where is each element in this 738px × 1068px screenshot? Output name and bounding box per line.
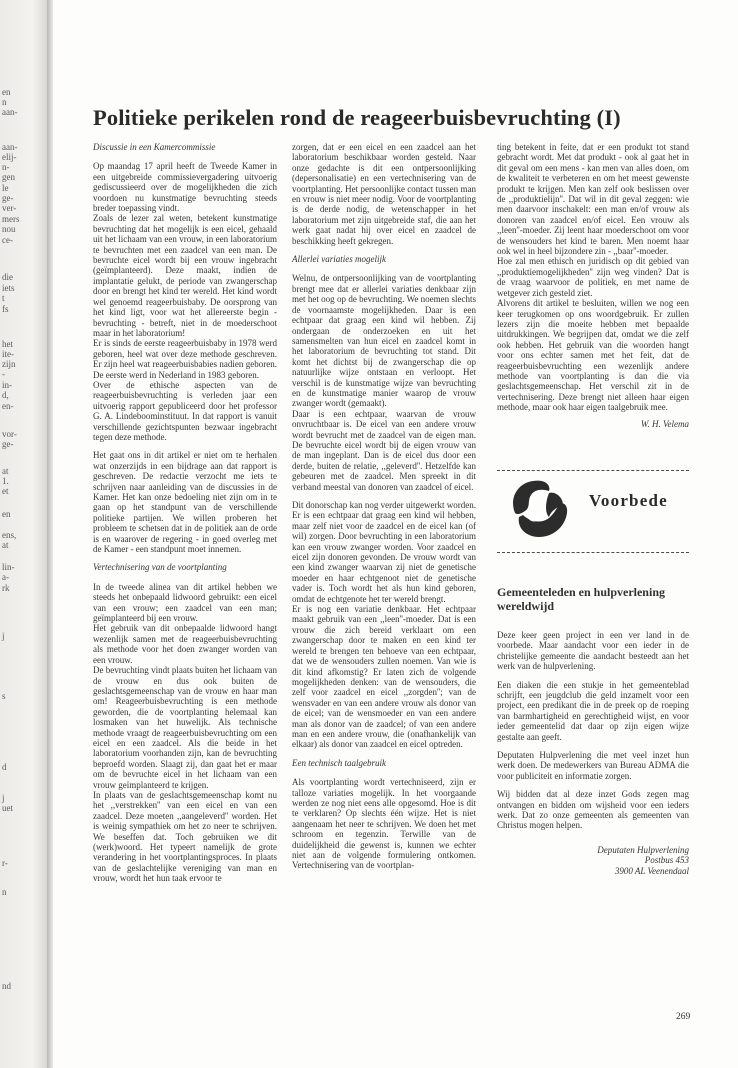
paragraph: Op maandag 17 april heeft de Tweede Kamer in een uitgebreide commissievergadering uitvoerig gediscussieerd over de mogelijkheden die zich voordoen nu kunstmatige bevruchting steeds breder toepassing vindt. Zoals de lezer zal weten, betekent kunstmatige bevruchting dat het mogelijk is een eicel, gehaald uit het lichaam van een vrouw, in een laboratorium te bevruchten met een zaadcel van een man. De bevruchte eicel wordt bij een vrouw ingebracht (geïmplanteerd). Deze maakt, indien de implantatie gelukt, de periode van zwangerschap door en brengt het kind ter wereld. Het kind wordt wel genoemd reageerbuisbaby. De oorsprong van het kind ligt, voor wat het allereerste begin - bevruchting - betreft, niet in de moederschoot maar in het laboratorium! Er is sinds de eerste reageerbuisbaby in 1978 werd geboren, heel wat over deze methode geschreven. Er zijn heel wat reageerbuisbabies nadien geboren. De eerste werd in Nederland in 1983 geboren. Over de ethische aspecten van de reageerbuisbevruchting is verleden jaar een uitvoerig rapport gepubliceerd door het professor G. A. Lindeboominstituut. In dat rapport is vanuit verschillende gezichtspunten bezwaar ingebracht tegen deze methode.: [93, 161, 277, 442]
paragraph: Deze keer geen project in een ver land in de voorbede. Maar aandacht voor een ieder in de christelijke gemeente die aandacht besteedt aan het werk van de hulpverlening.: [497, 629, 689, 672]
gutter-fragment: r-: [2, 858, 8, 868]
gutter-fragment: d,: [2, 390, 9, 400]
gutter-fragment: elij-: [2, 152, 17, 162]
author-signature: W. H. Velema: [640, 418, 689, 429]
gutter-fragment: j: [2, 793, 5, 803]
gutter-fragment: nou: [2, 224, 16, 234]
gutter-fragment: d: [2, 762, 7, 772]
gutter-fragment: n: [2, 97, 7, 107]
gutter-fragment: zijn: [2, 359, 16, 369]
paragraph: Wij bidden dat al deze inzet Gods zegen mag ontvangen en bidden om wijsheid voor een ieders werk. Dat zo onze gemeenten als gemeenten van Christus mogen helpen.: [497, 789, 689, 831]
gutter-fragment: nd: [2, 981, 11, 991]
gutter-fragment: n: [2, 887, 7, 897]
paragraph: Welnu, de ontpersoonlijking van de voortplanting brengt mee dat er allerlei variaties denkbaar zijn met het oog op de bevruchting. We noemen slechts de voornaamste mogelijkheden. Daar is een echtpaar dat graag een kind wil hebben. Zij ondergaan de onderzoeken en uit het samensmelten van hun eicel en zaadcel komt in het laboratorium de bevruchting tot stand. Dit komt het dichtst bij de zwangerschap die op natuurlijke wijze ontstaan en verloopt. Het verschil is de kunstmatige wijze van bevruchting en de kunstmatige manier waarop de vrouw zwanger wordt (gemaakt). Daar is een echtpaar, waarvan de vrouw onvruchtbaar is. De eicel van een andere vrouw wordt bevrucht met de zaadcel van de eigen man. De bevruchte eicel wordt bij de eigen vrouw van de man ingeplant. Dan is de eicel dus door een derde, buiten de relatie, ,,geleverd''. Hetzelfde kan gebeuren met de zaadcel. Men spreekt in dit verband meestal van donoren van zaadcel of eicel.: [292, 273, 476, 492]
gutter-fragment: uet: [2, 803, 13, 813]
gutter-fragment: et: [2, 486, 9, 496]
gutter-fragment: a-: [2, 572, 9, 582]
gutter-fragment: het: [2, 339, 13, 349]
paragraph: Dit donorschap kan nog verder uitgewerkt worden. Er is een echtpaar dat graag een kind wil hebben, maar zelf niet voor de zaadcel en de eicel kan (of wil) zorgen. Door bevruchting in een laboratorium kan een vrouw zwanger worden. Voor zaadcel en eicel zijn donoren gevonden. De vrouw wordt van een kind zwanger waarvan zij niet de genetische moeder en haar echtgenoot niet de genetische vader is. Toch wordt het als hun kind geboren, omdat de echtgenote het ter wereld brengt. Er is nog een variatie denkbaar. Het echtpaar maakt gebruik van een ,,leen''-moeder. Dat is een vrouw die zich bereid verklaart om een zwangerschap door te maken en een kind ter wereld te brengen ten behoeve van een echtpaar, dat we de wensouders zullen noemen. Van wie is dit kind afkomstig? Er laten zich de volgende mogelijkheden denken: van de wensouders, die zelf voor zaadcel en eicel ,,zorgden''; van de wensvader en van een andere vrouw als donor van de eicel; van de wensmoeder en van een andere man als donor van de zaadcel; of van een andere man en een andere vrouw, die (onafhankelijk van elkaar) als donor van zaadcel en eicel optreden.: [292, 500, 476, 750]
paragraph: Deputaten Hulpverlening die met veel inzet hun werk doen. De medewerkers van Bureau ADMA die voor publiciteit en informatie zorgen.: [497, 750, 689, 781]
gutter-fragment: ite-: [2, 349, 14, 359]
gutter-fragment: iets: [2, 283, 15, 293]
gutter-fragment: in-: [2, 380, 12, 390]
article-column-1: [93, 142, 277, 892]
address-line: 3900 AL Veenendaal: [614, 866, 689, 877]
gutter-fragment: at: [2, 540, 9, 550]
section-heading: Een technisch taalgebruik: [292, 757, 386, 768]
gutter-fragment: ens,: [2, 530, 17, 540]
page-number: 269: [676, 1012, 691, 1022]
gutter-fragment: ge-: [2, 193, 14, 203]
gutter-fragment: at: [2, 466, 9, 476]
gutter-fragment: -: [2, 369, 5, 379]
gutter-fragment: ge-: [2, 439, 14, 449]
section-heading: Vertechnisering van de voortplanting: [93, 562, 227, 573]
praying-hands-icon: [505, 477, 573, 541]
gutter-fragment: ce-: [2, 235, 13, 245]
gutter-fragment: fs: [2, 304, 9, 314]
divider-top: [497, 470, 689, 471]
voorbede-header: [497, 475, 689, 545]
paragraph: Het gaat ons in dit artikel er niet om te herhalen wat onzerzijds in een bijdrage aan dat rapport is geschreven. De redactie verzocht me iets te schrijven naar aanleiding van de discussies in de Kamer. Het kan onze bedoeling niet zijn om in te gaan op het standpunt van de verschillende politieke partijen. We willen proberen het probleem te schetsen dat in de politiek aan de orde is en waarover de regering - in goed overleg met de Kamer - een standpunt moet innemen.: [93, 450, 277, 555]
gutter-fragment: aan-: [2, 107, 18, 117]
gutter-fragment: 1.: [2, 476, 9, 486]
gutter-fragment: en: [2, 509, 11, 519]
address-line: Postbus 453: [644, 855, 689, 866]
paragraph: zorgen, dat er een eicel en een zaadcel aan het laboratorium beschikbaar worden gesteld. Naar onze gedachte is dit een ontpersoonlijking (depersonalisatie) en een vertechnisering van de voortplanting. Het persoonlijke contact tussen man en vrouw is niet meer nodig. Voor de voortplanting is de derde nodig, de wetenschapper in het laboratorium met zijn uitgebreide staf, die aan het werk gaat nadat hij over eicel en zaadcel de beschikking heeft gekregen.: [292, 142, 476, 246]
gutter-fragment: vor-: [2, 429, 17, 439]
gutter-fragment: en-: [2, 401, 14, 411]
voorbede-title: Voorbede: [589, 490, 668, 510]
gutter-fragment: gen: [2, 172, 15, 182]
gutter-fragment: j: [2, 631, 5, 641]
voorbede-subtitle: Gemeenteleden en hulpverlening wereldwijd: [497, 584, 665, 613]
paragraph: Een diaken die een stukje in het gemeenteblad schrijft, een jeugdclub die geld inzamelt voor een project, een predikant die in de preek op de roeping van barmhartigheid en gerechtigheid wijst, en voor ieder gemeentelid dat daar op zijn eigen wijze gestalte aan geeft.: [497, 679, 689, 742]
gutter-fragment: lin-: [2, 562, 15, 572]
gutter-fragment: n-: [2, 162, 10, 172]
paragraph: ting betekent in feite, dat er een produkt tot stand gebracht wordt. Met dat produkt - ook al gaat het in dit geval om een mens - kan men van alles doen, om de kwaliteit te verbeteren en om het meest gewenste produkt te krijgen. Men kan zelf ook beslissen over de ,,produktielijn''. Dat wil in dit geval zeggen: wie men daarvoor inschakelt: een man en/of vrouw als donoren van zaadcel en/of eicel. Een vrouw als ,,leen''-moeder. Zij leent haar moederschoot om voor de wensouders het kind te baren. Men noemt haar ook wel in heel bijzondere zin - ,,baar''-moeder. Hoe zal men ethisch en juridisch op dit gebied van ,,produktiemogelijkheden'' zijn weg vinden? Dat is de vraag waarvoor de politiek, en met name de wetgever zich gesteld ziet. Alvorens dit artikel te besluiten, willen we nog een keer terugkomen op ons woordgebruik. Er zullen lezers zijn die moeite hebben met bepaalde uitdrukkingen. We begrijpen dat, omdat we die zelf ook hebben. Het gebruik van die woorden hangt voor ons echter samen met het feit, dat de reageerbuisbevruchting een wezenlijk andere methode van voortplanting is dan die via geslachtsgemeenschap. Het verschil zit in de vertechnisering. Deze brengt niet alleen haar eigen methode, maar ook haar eigen taalgebruik mee.: [497, 142, 689, 413]
gutter-fragment: mers: [2, 214, 20, 224]
gutter-fragment: en: [2, 87, 11, 97]
gutter-fragment: le: [2, 183, 9, 193]
address-block: [497, 845, 689, 877]
paragraph: In de tweede alinea van dit artikel hebben we steeds het onbepaald lidwoord gebruikt: een eicel van een vrouw; een zaadcel van een man; geïmplanteerd bij een vrouw. Het gebruik van dit onbepaalde lidwoord hangt wezenlijk samen met de reageerbuisbevruchting als methode voor het doen zwanger worden van een vrouw. De bevruchting vindt plaats buiten het lichaam van de vrouw en dus ook buiten de geslachtsgemeenschap van de vrouw en haar man om! Reageerbuisbevruchting is een methode geworden, die de voortplanting helemaal kan losmaken van het huwelijk. Als technische methode vraagt de reageerbuisbevruchting om een eicel en een zaadcel. Als die beide in het laboratorium voorhanden zijn, kan de bevruchting beproefd worden. Slaagt zij, dan gaat het er maar om de bevruchte eicel in het lichaam van een vrouw geïmplanteerd te krijgen. In plaats van de geslachtsgemeenschap komt nu het ,,verstrekken'' van een eicel en van een zaadcel. Deze moeten ,,aangeleverd'' worden. Het is weinig sympathiek om het zo neer te schrijven. We beseffen dat. Toch gebruiken we dit (werk)woord. Het typeert namelijk de grote verandering in het voortplantingsproces. In plaats van de geslachtelijke vereniging van man en vrouw, wordt het hun taak ervoor te: [93, 581, 277, 884]
gutter-fragment: rk: [2, 583, 10, 593]
section-heading: Discussie in een Kamercommissie: [93, 142, 216, 152]
previous-page-edge: [0, 0, 47, 1068]
gutter-fragment: t: [2, 293, 5, 303]
address-line: Deputaten Hulpverlening: [597, 844, 689, 855]
gutter-fragment: s: [2, 691, 6, 701]
article-column-2: [292, 142, 476, 879]
gutter-fragment: ver-: [2, 203, 17, 213]
article-column-3: [497, 142, 689, 877]
section-heading: Allerlei variaties mogelijk: [292, 254, 386, 265]
article-title: Politieke perikelen rond de reageerbuisbevruchting (I): [93, 105, 621, 131]
gutter-fragment: aan-: [2, 142, 18, 152]
paragraph: Als voortplanting wordt vertechniseerd, zijn er talloze variaties mogelijk. In het voorgaande werden ze nog niet eens alle opgesomd. Hoe is dit te verklaren? Op slechts één wijze. Het is niet aangenaam het neer te schrijven. We doen het met schroom en tegenzin. Terwille van de duidelijkheid die gewenst is, kunnen we echter niet aan de volgende formulering ontkomen. Vertechnisering van de voortplan-: [292, 777, 476, 871]
divider-bottom: [497, 552, 689, 553]
gutter-fragment: die: [2, 272, 13, 282]
